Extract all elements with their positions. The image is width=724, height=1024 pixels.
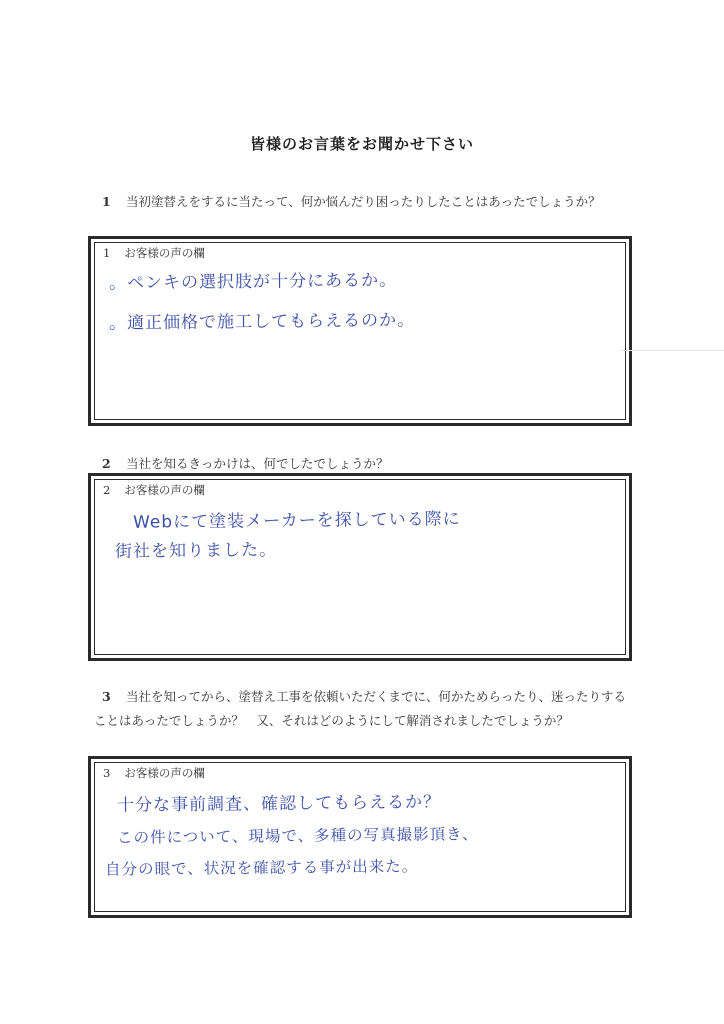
question-3 [94,685,634,733]
question-text: 当初塗替えをするに当たって、何か悩んだり困ったりしたことはあったでしょうか？ [126,194,601,209]
answer-box-2 [88,473,632,661]
box-number: 1 [103,246,111,260]
handwritten-answer-line: Webにて塗装メーカーを探している際に [132,509,461,533]
box-label-text: お客様の声の欄 [124,246,205,260]
question-text: 当社を知ってから、塗替え工事を依頼いただくまでに、何かためらったり、迷ったりすることはあったでしょうか？ 又、それはどのようにして解消されましたでしょうか？ [94,689,627,728]
box-number: 3 [103,766,111,780]
question-text: 当社を知るきっかけは、何でしたでしょうか？ [126,456,389,471]
box-label [103,482,205,498]
handwritten-answer-line: 自分の眼で、状況を確認する事が出来た。 [104,857,419,879]
question-number: 2 [102,456,111,471]
paper-fold-line [620,350,724,351]
question-1 [94,190,634,214]
handwritten-answer-line: 十分な事前調査、確認してもらえるか？ [116,792,442,816]
box-label [103,245,205,261]
handwritten-answer-line: この件について、現場で、多種の写真撮影頂き、 [116,825,479,847]
question-number: 1 [102,194,111,209]
page-title: 皆様のお言葉をお聞かせ下さい [249,135,474,153]
handwritten-answer-line: 街社を知りました。 [114,540,278,562]
answer-box-3 [88,756,632,918]
question-number: 3 [102,689,111,704]
box-number: 2 [103,483,111,497]
handwritten-answer-line: 。ペンキの選択肢が十分にあるか。 [108,270,398,294]
box-label-text: お客様の声の欄 [124,483,205,497]
box-label [103,765,205,781]
handwritten-answer-line: 。適正価格で施工してもらえるのか。 [108,310,416,334]
answer-box-1 [88,236,632,426]
box-label-text: お客様の声の欄 [124,766,205,780]
